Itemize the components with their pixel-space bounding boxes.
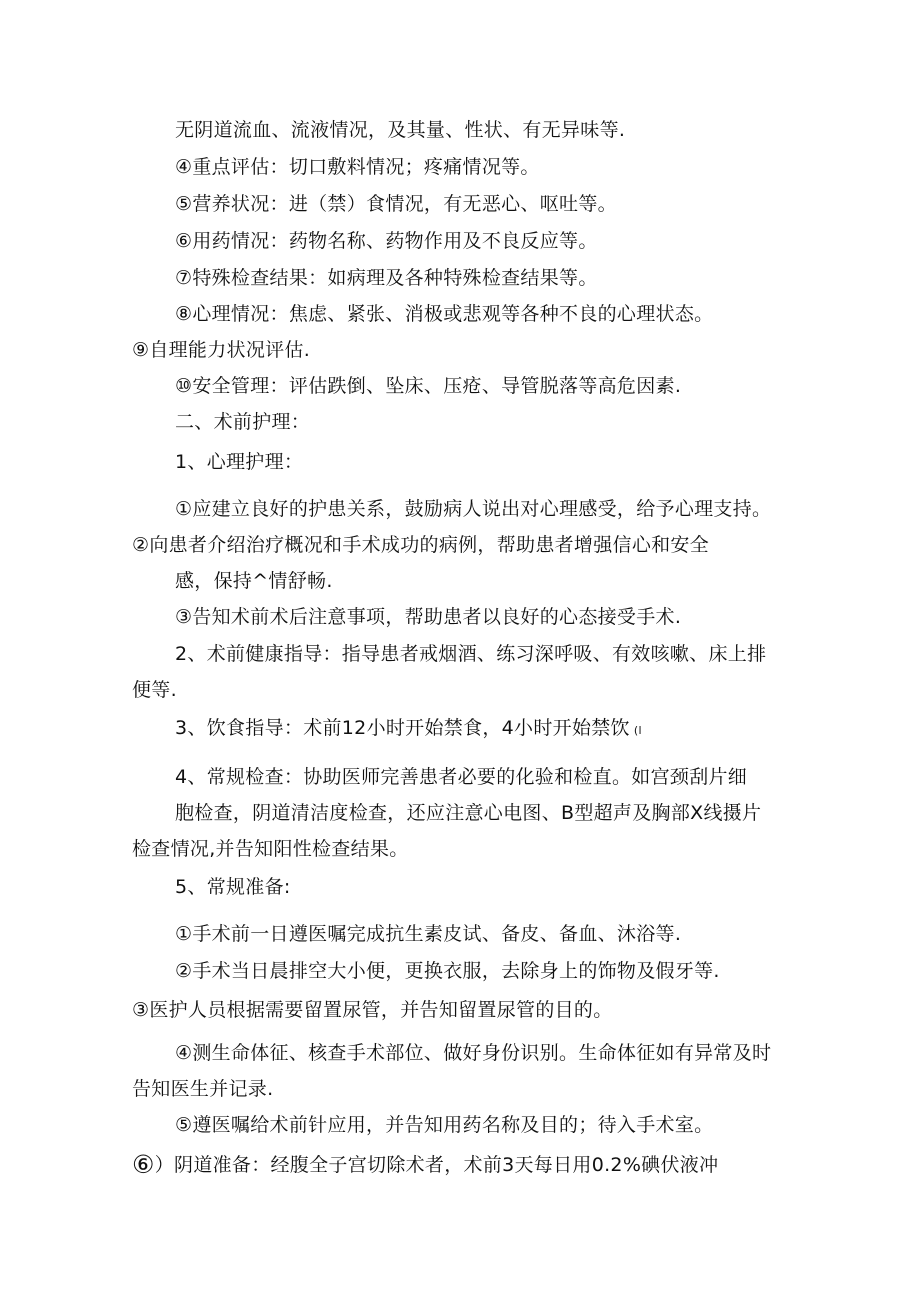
text-line: 无阴道流血、流液情况，及其量、性状、有无异味等.	[175, 119, 626, 141]
text-line: 胞检查，阴道清洁度检查，还应注意心电图、B型超声及胸部X线摄片	[175, 802, 762, 824]
text-line: ③医护人员根据需要留置尿管，并告知留置尿管的目的。	[132, 999, 613, 1021]
text-line: 告知医生并记录.	[132, 1078, 274, 1100]
text-line: ⑦特殊检查结果：如病理及各种特殊检查结果等。	[175, 267, 598, 289]
text-line: 2、术前健康指导：指导患者戒烟酒、练习深呼吸、有效咳嗽、床上排	[175, 643, 767, 665]
text-line: ④测生命体征、核查手术部位、做好身份识别。生命体征如有异常及时	[175, 1042, 772, 1064]
section-heading: 二、术前护理：	[175, 411, 311, 433]
text-line: ①手术前一日遵医嘱完成抗生素皮试、备皮、备血、沐浴等.	[175, 923, 682, 945]
text-line: 3、饮食指导：术前12小时开始禁食，4小时开始禁饮	[175, 717, 630, 739]
text-line: ⑩安全管理：评估跌倒、坠床、压疮、导管脱落等高危因素.	[175, 375, 682, 397]
text-line: ⑤遵医嘱给术前针应用，并告知用药名称及目的；待入手术室。	[175, 1114, 714, 1136]
subsection-heading: 5、常规准备:	[175, 876, 291, 898]
inline-mark: (l	[633, 724, 642, 737]
circled-six: ⑥	[132, 1150, 155, 1179]
text-line: ②手术当日晨排空大小便，更换衣服，去除身上的饰物及假牙等.	[175, 960, 720, 982]
text-line: ⑨自理能力状况评估.	[132, 339, 311, 361]
text-line: ①应建立良好的护患关系，鼓励病人说出对心理感受，给予心理支持。	[175, 498, 772, 520]
text-line: ）阴道准备：经腹全子宫切除术者，术前3天每日用0.2%碘伏液冲	[154, 1154, 719, 1176]
text-line: ②向患者介绍治疗概况和手术成功的病例，帮助患者增强信心和安全	[132, 534, 710, 556]
text-line: 检查情况,并告知阳性检查结果。	[132, 838, 409, 860]
text-line: 感，保持^情舒畅.	[175, 570, 333, 592]
text-line: 4、常规检查：协助医师完善患者必要的化验和检直。如宫颈刮片细	[175, 766, 748, 788]
text-line: ④重点评估：切口敷料情况；疼痛情况等。	[175, 156, 540, 178]
text-line-with-mark	[175, 716, 642, 743]
text-line-with-circled-number	[132, 1150, 719, 1179]
text-line: ⑥用药情况：药物名称、药物作用及不良反应等。	[175, 230, 598, 252]
text-line: ⑤营养状况：进（禁）食情况，有无恶心、呕吐等。	[175, 193, 617, 215]
text-line: 便等.	[132, 679, 177, 701]
text-line: ③告知术前术后注意事项，帮助患者以良好的心态接受手术.	[175, 606, 682, 628]
subsection-heading: 1、心理护理：	[175, 451, 304, 473]
text-line: ⑧心理情况：焦虑、紧张、消极或悲观等各种不良的心理状态。	[175, 303, 714, 325]
